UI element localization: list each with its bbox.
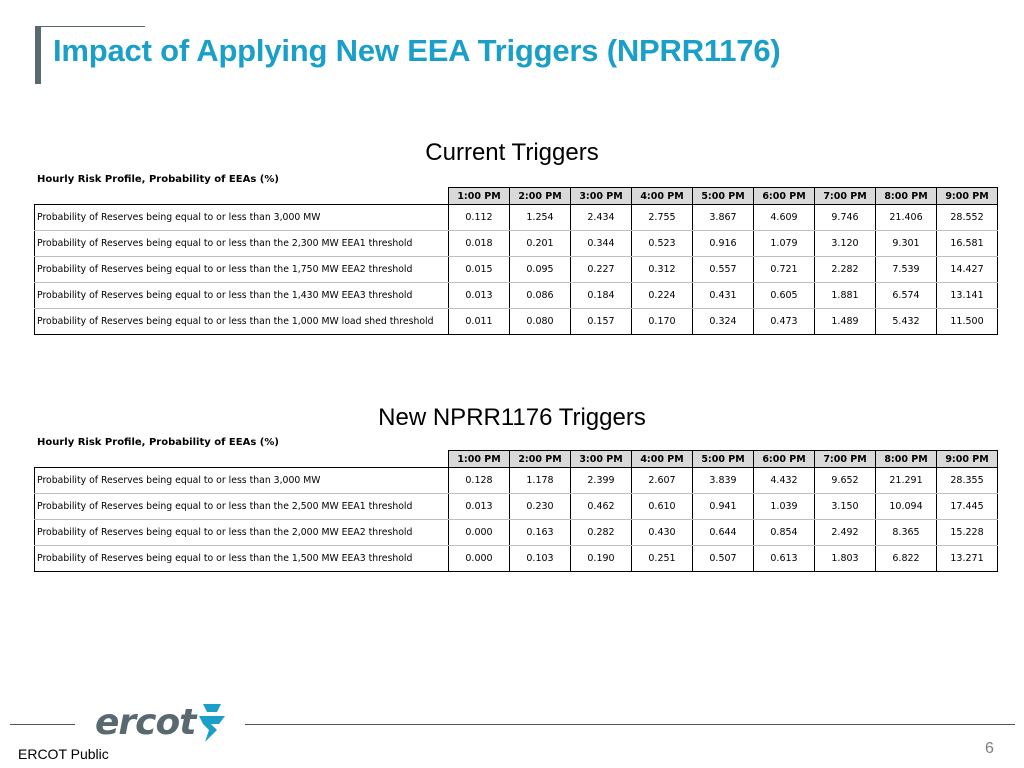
probability-cell: 0.605	[754, 283, 815, 309]
probability-cell: 0.018	[449, 231, 510, 257]
probability-cell: 0.157	[571, 309, 632, 335]
new-section-title: New NPRR1176 Triggers	[378, 404, 646, 431]
probability-cell: 21.291	[876, 468, 937, 494]
probability-cell: 15.228	[937, 520, 998, 546]
probability-cell: 9.652	[815, 468, 876, 494]
hour-header: 9:00 PM	[937, 188, 998, 205]
probability-cell: 10.094	[876, 494, 937, 520]
probability-cell: 0.854	[754, 520, 815, 546]
ercot-bolt-icon	[195, 700, 229, 744]
hour-header: 4:00 PM	[632, 188, 693, 205]
probability-cell: 3.839	[693, 468, 754, 494]
hour-header: 8:00 PM	[876, 188, 937, 205]
hour-header: 5:00 PM	[693, 451, 754, 468]
probability-cell: 0.473	[754, 309, 815, 335]
probability-cell: 28.355	[937, 468, 998, 494]
probability-cell: 1.881	[815, 283, 876, 309]
row-label: Probability of Reserves being equal to or less than 3,000 MW	[35, 205, 449, 231]
probability-cell: 1.254	[510, 205, 571, 231]
current-triggers-table	[34, 187, 998, 335]
hour-header: 6:00 PM	[754, 188, 815, 205]
probability-cell: 5.432	[876, 309, 937, 335]
probability-cell: 0.227	[571, 257, 632, 283]
probability-cell: 3.120	[815, 231, 876, 257]
table-row	[35, 283, 998, 309]
probability-cell: 0.190	[571, 546, 632, 572]
page-number: 6	[985, 740, 994, 757]
title-top-rule	[35, 26, 145, 27]
probability-cell: 13.271	[937, 546, 998, 572]
new-table-caption: Hourly Risk Profile, Probability of EEAs (%)	[37, 437, 279, 448]
probability-cell: 8.365	[876, 520, 937, 546]
probability-cell: 0.430	[632, 520, 693, 546]
probability-cell: 13.141	[937, 283, 998, 309]
probability-cell: 0.013	[449, 283, 510, 309]
table-row	[35, 309, 998, 335]
probability-cell: 0.224	[632, 283, 693, 309]
row-label: Probability of Reserves being equal to or less than the 1,500 MW EEA3 threshold	[35, 546, 449, 572]
probability-cell: 0.103	[510, 546, 571, 572]
probability-cell: 0.000	[449, 546, 510, 572]
probability-cell: 0.431	[693, 283, 754, 309]
probability-cell: 17.445	[937, 494, 998, 520]
hour-header: 2:00 PM	[510, 451, 571, 468]
probability-cell: 9.746	[815, 205, 876, 231]
probability-cell: 1.489	[815, 309, 876, 335]
footer-rule-right	[245, 724, 1015, 725]
probability-cell: 21.406	[876, 205, 937, 231]
probability-cell: 0.282	[571, 520, 632, 546]
hour-header: 3:00 PM	[571, 451, 632, 468]
probability-cell: 0.507	[693, 546, 754, 572]
probability-cell: 0.112	[449, 205, 510, 231]
probability-cell: 0.523	[632, 231, 693, 257]
probability-cell: 2.434	[571, 205, 632, 231]
probability-cell: 0.201	[510, 231, 571, 257]
probability-cell: 0.312	[632, 257, 693, 283]
probability-cell: 9.301	[876, 231, 937, 257]
title-accent-bar	[35, 26, 41, 84]
row-label: Probability of Reserves being equal to or less than the 2,300 MW EEA1 threshold	[35, 231, 449, 257]
row-label: Probability of Reserves being equal to or less than the 1,430 MW EEA3 threshold	[35, 283, 449, 309]
probability-cell: 0.000	[449, 520, 510, 546]
ercot-logo	[95, 700, 229, 744]
probability-cell: 6.574	[876, 283, 937, 309]
hour-header: 3:00 PM	[571, 188, 632, 205]
header-spacer	[35, 188, 449, 205]
probability-cell: 2.755	[632, 205, 693, 231]
current-section-title: Current Triggers	[425, 139, 599, 166]
footer-rule-left	[10, 724, 75, 725]
table-row	[35, 205, 998, 231]
probability-cell: 0.462	[571, 494, 632, 520]
probability-cell: 0.015	[449, 257, 510, 283]
row-label: Probability of Reserves being equal to or less than the 1,000 MW load shed threshold	[35, 309, 449, 335]
probability-cell: 1.803	[815, 546, 876, 572]
row-label: Probability of Reserves being equal to or less than the 2,500 MW EEA1 threshold	[35, 494, 449, 520]
probability-cell: 0.610	[632, 494, 693, 520]
probability-cell: 2.282	[815, 257, 876, 283]
logo-wordmark: ercot	[95, 701, 196, 743]
new-triggers-table	[34, 450, 998, 572]
probability-cell: 0.644	[693, 520, 754, 546]
probability-cell: 14.427	[937, 257, 998, 283]
probability-cell: 0.344	[571, 231, 632, 257]
probability-cell: 0.230	[510, 494, 571, 520]
header-spacer	[35, 451, 449, 468]
probability-cell: 0.941	[693, 494, 754, 520]
probability-cell: 0.011	[449, 309, 510, 335]
probability-cell: 0.251	[632, 546, 693, 572]
probability-cell: 7.539	[876, 257, 937, 283]
hour-header: 6:00 PM	[754, 451, 815, 468]
probability-cell: 3.867	[693, 205, 754, 231]
page-title: Impact of Applying New EEA Triggers (NPRR1176)	[53, 33, 781, 68]
probability-cell: 0.170	[632, 309, 693, 335]
hour-header: 4:00 PM	[632, 451, 693, 468]
row-label: Probability of Reserves being equal to or less than 3,000 MW	[35, 468, 449, 494]
probability-cell: 6.822	[876, 546, 937, 572]
hour-header: 7:00 PM	[815, 188, 876, 205]
probability-cell: 4.432	[754, 468, 815, 494]
probability-cell: 2.492	[815, 520, 876, 546]
probability-cell: 1.039	[754, 494, 815, 520]
probability-cell: 0.128	[449, 468, 510, 494]
probability-cell: 2.399	[571, 468, 632, 494]
probability-cell: 0.721	[754, 257, 815, 283]
table-row	[35, 494, 998, 520]
probability-cell: 0.086	[510, 283, 571, 309]
probability-cell: 0.916	[693, 231, 754, 257]
table-row	[35, 520, 998, 546]
probability-cell: 2.607	[632, 468, 693, 494]
probability-cell: 1.178	[510, 468, 571, 494]
probability-cell: 0.080	[510, 309, 571, 335]
probability-cell: 0.613	[754, 546, 815, 572]
hour-header: 5:00 PM	[693, 188, 754, 205]
hour-header: 7:00 PM	[815, 451, 876, 468]
probability-cell: 1.079	[754, 231, 815, 257]
probability-cell: 3.150	[815, 494, 876, 520]
table-row	[35, 257, 998, 283]
probability-cell: 0.184	[571, 283, 632, 309]
footer-public-label: ERCOT Public	[18, 746, 109, 762]
probability-cell: 28.552	[937, 205, 998, 231]
hour-header: 1:00 PM	[449, 451, 510, 468]
probability-cell: 16.581	[937, 231, 998, 257]
hour-header: 1:00 PM	[449, 188, 510, 205]
row-label: Probability of Reserves being equal to or less than the 1,750 MW EEA2 threshold	[35, 257, 449, 283]
row-label: Probability of Reserves being equal to or less than the 2,000 MW EEA2 threshold	[35, 520, 449, 546]
probability-cell: 0.013	[449, 494, 510, 520]
table-row	[35, 468, 998, 494]
probability-cell: 0.324	[693, 309, 754, 335]
hour-header: 8:00 PM	[876, 451, 937, 468]
table-row	[35, 231, 998, 257]
probability-cell: 0.557	[693, 257, 754, 283]
hour-header: 9:00 PM	[937, 451, 998, 468]
probability-cell: 0.163	[510, 520, 571, 546]
table-row	[35, 546, 998, 572]
current-table-caption: Hourly Risk Profile, Probability of EEAs (%)	[37, 174, 279, 185]
probability-cell: 11.500	[937, 309, 998, 335]
probability-cell: 4.609	[754, 205, 815, 231]
probability-cell: 0.095	[510, 257, 571, 283]
hour-header: 2:00 PM	[510, 188, 571, 205]
